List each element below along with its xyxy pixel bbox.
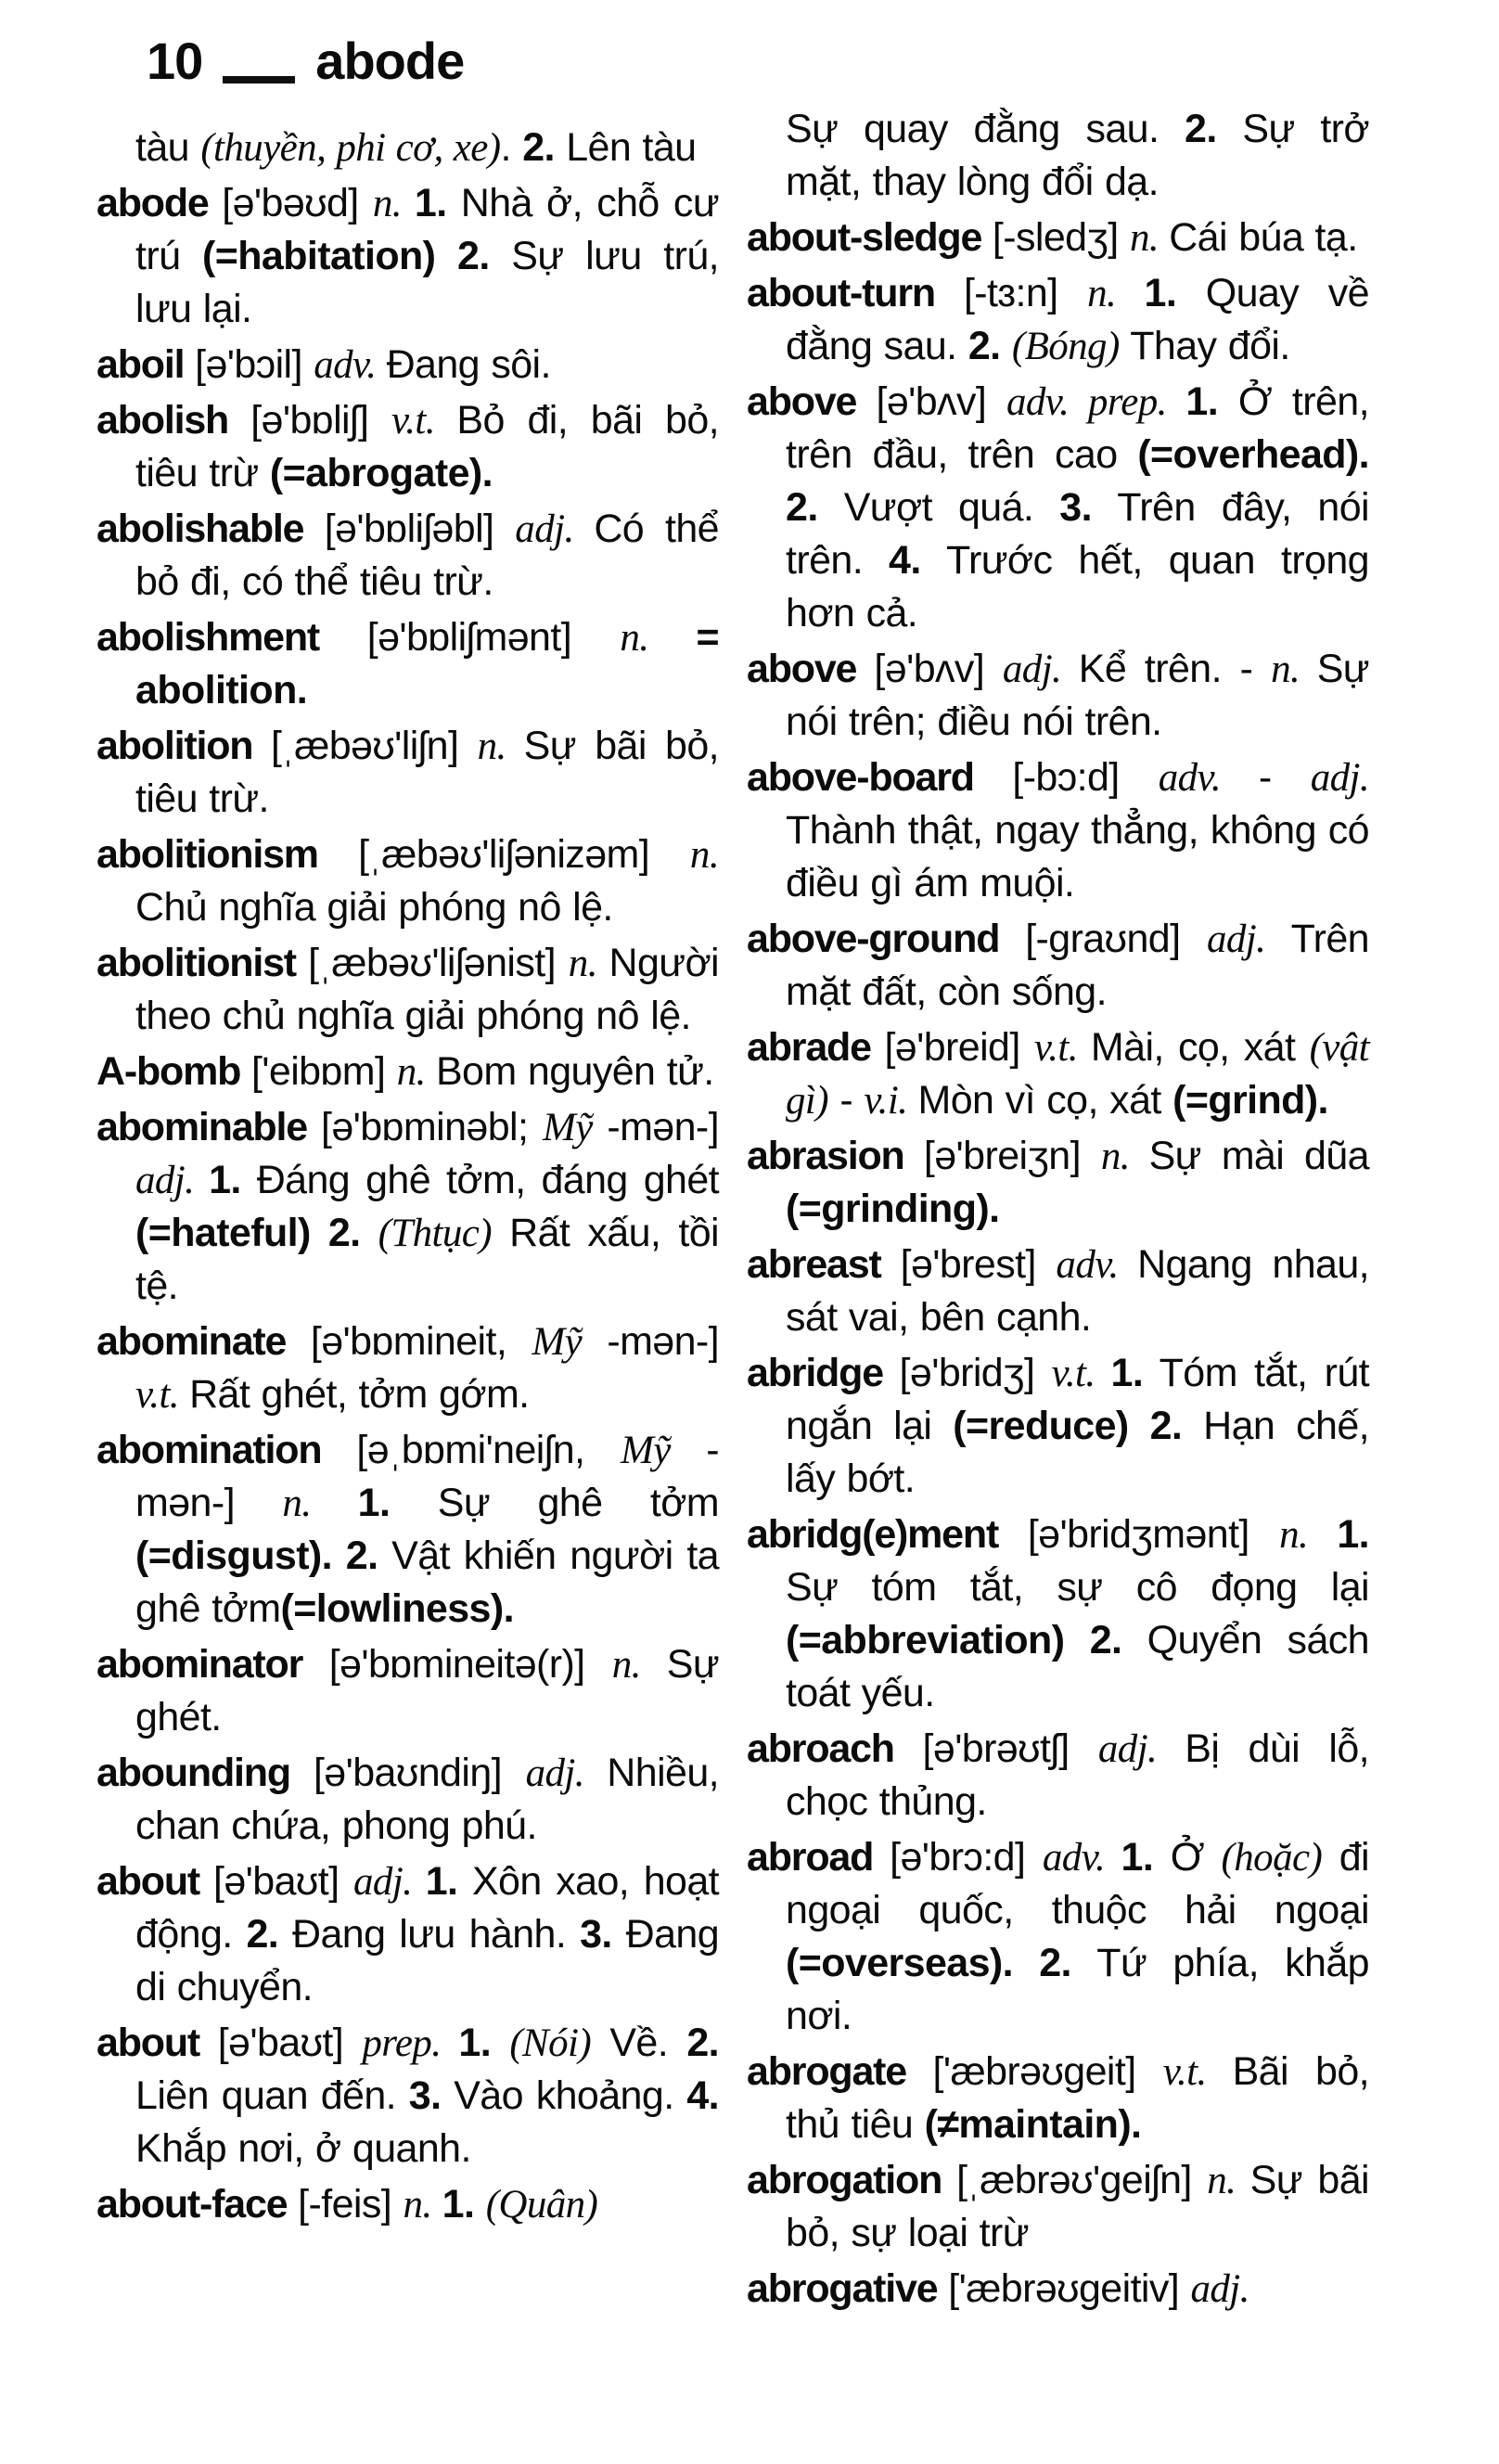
entry-text: [ə'brəʊtʃ]	[922, 1726, 1098, 1771]
entry-text	[474, 2182, 485, 2227]
entry-text: Tóm tắt, rút ngắn lại	[786, 1351, 1370, 1448]
headword: abrogate	[747, 2049, 933, 2094]
entry-text: Sự bãi bỏ, sự loại trừ	[786, 2158, 1369, 2255]
italic-label: adj.	[1002, 648, 1079, 691]
entry-text: Nhiều, chan chứa, phong phú.	[135, 1751, 719, 1848]
entry-text: Thay đổi.	[1119, 324, 1290, 368]
entry-text: Ở	[1153, 1835, 1222, 1880]
italic-label: v.t.	[1162, 2050, 1233, 2094]
guide-word: abode	[315, 32, 465, 90]
dictionary-entry	[747, 2154, 1369, 2260]
italic-label: n.	[1130, 216, 1170, 260]
entry-text: -mən-]	[135, 1428, 719, 1525]
bold-text: 1.	[1144, 271, 1177, 315]
dictionary-entry	[747, 267, 1369, 373]
headword: abrogation	[747, 2158, 957, 2202]
headword: abroad	[747, 1835, 890, 1880]
entry-text: [-feis]	[298, 2182, 404, 2227]
headword: abode	[96, 181, 223, 225]
entry-text: Thành thật, ngay thẳng, không có điều gì ám muội.	[786, 808, 1369, 905]
entry-text: ['eibɒm]	[250, 1049, 397, 1094]
italic-label: v.t.	[391, 399, 457, 443]
bold-text: (=abbreviation)	[786, 1618, 1065, 1662]
dictionary-entry	[747, 643, 1369, 749]
bold-text: 2.	[345, 1534, 378, 1578]
italic-label: n.	[689, 833, 719, 877]
entry-text: [ˌæbəʊ'liʃn]	[271, 724, 478, 768]
entry-text: -mən-]	[582, 1319, 719, 1364]
entry-text: [ə'baʊt]	[217, 2021, 363, 2065]
bold-text: 1.	[1337, 1512, 1369, 1557]
entry-text: Lên tàu	[554, 125, 697, 170]
entry-text: [ə'bɔil]	[195, 342, 314, 387]
bold-text: (=habitation)	[202, 234, 436, 278]
headword: above-board	[747, 755, 1013, 800]
headword: about	[96, 2021, 218, 2065]
bold-text: 1.	[442, 2182, 475, 2227]
dictionary-entry	[96, 177, 719, 336]
dictionary-entry	[96, 1855, 719, 2014]
entry-text: Sự ghét.	[135, 1642, 720, 1739]
italic-label: adv.	[1042, 1836, 1121, 1880]
dictionary-entry	[96, 1747, 719, 1853]
dictionary-entry	[747, 1508, 1369, 1720]
text-columns	[96, 100, 1369, 2318]
entry-continuation	[747, 103, 1369, 209]
entry-text: -	[1258, 755, 1311, 800]
italic-label: adj.	[1310, 756, 1369, 800]
italic-label: adj.	[1206, 918, 1291, 961]
bold-text: 3.	[408, 2073, 442, 2118]
bold-text: 2.	[457, 234, 490, 278]
bold-text: (=reduce)	[953, 1404, 1129, 1448]
dictionary-entry	[747, 2263, 1369, 2316]
dictionary-entry	[96, 394, 719, 500]
entry-text: Quyển sách toát yếu.	[786, 1618, 1369, 1715]
entry-text: -mən-]	[592, 1105, 719, 1149]
italic-label: n.	[620, 616, 697, 660]
headword: abolitionist	[96, 941, 309, 985]
entry-text: Liên quan đến.	[135, 2073, 409, 2118]
entry-text: Bị dùi lỗ, chọc thủng.	[786, 1726, 1369, 1824]
dictionary-entry	[96, 828, 719, 934]
headword: abrade	[747, 1025, 885, 1070]
headword: abridg(e)ment	[747, 1512, 1028, 1557]
italic-label: (hoặc)	[1221, 1836, 1323, 1880]
column-left	[96, 100, 719, 2318]
entry-text: .	[500, 125, 523, 170]
bold-text: (=grind).	[1172, 1078, 1328, 1123]
entry-text: Đang di chuyển.	[135, 1912, 720, 2009]
entry-text	[1001, 324, 1012, 368]
entry-text: Tứ phía, khắp nơi.	[786, 1941, 1369, 2038]
headword: abolishment	[96, 615, 367, 660]
entry-text	[1013, 1941, 1039, 1985]
headword: above-ground	[747, 917, 1026, 961]
italic-label: n.	[611, 1643, 667, 1687]
entry-text: Bãi bỏ, thủ tiêu	[786, 2049, 1370, 2147]
entry-text: [-sledʒ]	[992, 215, 1130, 260]
italic-label: v.t.	[1033, 1026, 1091, 1070]
italic-label: adv.	[1158, 756, 1259, 800]
entry-text: [ə'bɒminəbl;	[321, 1105, 543, 1149]
italic-label: (Thtục)	[378, 1212, 493, 1255]
entry-text: [ə'bɒliʃmənt]	[366, 615, 621, 660]
dictionary-entry	[747, 376, 1369, 640]
italic-label: adj.	[1097, 1727, 1185, 1771]
bold-text: 1.	[1121, 1835, 1154, 1880]
headword: abolish	[96, 398, 251, 443]
entry-text: [-graʊnd]	[1025, 917, 1207, 961]
bold-text: 1.	[357, 1481, 391, 1525]
entry-text: Khắp nơi, ở quanh.	[135, 2126, 471, 2171]
dictionary-entry	[747, 1723, 1369, 1829]
entry-text: [ə'bɒmineitə(r)]	[328, 1642, 612, 1687]
bold-text: (=hateful)	[135, 1211, 311, 1255]
dictionary-entry	[96, 720, 719, 826]
bold-text: 1.	[1110, 1351, 1144, 1395]
italic-label: v.i.	[864, 1079, 918, 1123]
headword: abolition	[96, 724, 271, 768]
italic-label: prep.	[362, 2021, 459, 2065]
entry-text: Bỏ đi, bãi bỏ, tiêu trừ	[135, 398, 719, 495]
entry-text: Sự bãi bỏ, tiêu trừ.	[135, 724, 719, 821]
entry-text: [ˌæbrəʊ'geiʃn]	[956, 2158, 1208, 2202]
headword: about	[96, 1859, 214, 1904]
column-right	[747, 100, 1369, 2318]
entry-text	[435, 234, 457, 278]
entry-text	[491, 2021, 509, 2065]
entry-text: [ə'bɒliʃ]	[250, 398, 391, 443]
entry-text: Ngang nhau, sát vai, bên cạnh.	[786, 1242, 1369, 1340]
entry-text: Có thể bỏ đi, có thể tiêu trừ.	[135, 507, 719, 604]
bold-text: 2.	[1039, 1941, 1071, 1985]
entry-text: Trên mặt đất, còn sống.	[786, 917, 1369, 1014]
entry-text: Đang sôi.	[386, 342, 551, 387]
bold-text: 4.	[686, 2073, 719, 2118]
italic-label: adv.	[1056, 1243, 1138, 1287]
entry-text: [ə'bʌv]	[874, 647, 1003, 691]
headword: A-bomb	[96, 1049, 251, 1094]
bold-text: (=overhead).	[1137, 432, 1369, 477]
entry-text: đi ngoại quốc, thuộc hải ngoại	[786, 1835, 1369, 1932]
entry-text	[1129, 1404, 1150, 1448]
entry-continuation	[96, 122, 719, 174]
entry-text	[332, 1534, 346, 1578]
italic-label: n.	[282, 1482, 358, 1525]
italic-label: v.t.	[1051, 1352, 1111, 1395]
dictionary-entry	[747, 212, 1369, 264]
entry-text: [ə'bɒmineit,	[310, 1319, 532, 1364]
dictionary-entry	[96, 1315, 719, 1421]
dictionary-entry	[747, 2046, 1369, 2151]
entry-text: [-tɜ:n]	[963, 271, 1088, 315]
entry-text: [ˌæbəʊ'liʃənist]	[308, 941, 569, 985]
entry-text: tàu	[135, 125, 201, 170]
headword: abrasion	[747, 1134, 924, 1178]
entry-text: Sự mài dũa	[1148, 1134, 1369, 1178]
entry-text: [ə'brɔ:d]	[890, 1835, 1043, 1880]
italic-label: n.	[568, 942, 609, 985]
bold-text: (=disgust).	[135, 1534, 332, 1578]
entry-text: Nhà ở, chỗ cư trú	[135, 181, 720, 278]
bold-text: (=abrogate).	[269, 451, 493, 495]
entry-text: Trước hết, quan trọng hơn cả.	[786, 538, 1369, 635]
entry-text: [ə'bəʊd]	[222, 181, 373, 225]
entry-text: Xôn xao, hoạt động.	[135, 1859, 720, 1957]
entry-text: [ə'bridʒmənt]	[1027, 1512, 1280, 1557]
headword: about-sledge	[747, 215, 993, 260]
entry-text: Về.	[591, 2021, 687, 2065]
bold-text: 2.	[327, 1211, 361, 1255]
headword: above	[747, 379, 877, 424]
dictionary-entry	[96, 1638, 719, 1744]
dictionary-entry	[96, 611, 719, 717]
entry-text: Vượt quá.	[817, 485, 1060, 530]
dictionary-entry	[96, 339, 719, 391]
entry-text: Kể trên. -	[1078, 647, 1272, 691]
headword: abridge	[747, 1351, 900, 1395]
bold-text: 3.	[1059, 485, 1092, 530]
italic-label: n.	[1087, 272, 1145, 315]
headword: about-face	[96, 2182, 299, 2227]
italic-label: (vật gì)	[786, 1026, 1370, 1123]
headword: above	[747, 647, 875, 691]
entry-text: Sự trở mặt, thay lòng đổi dạ.	[786, 107, 1369, 204]
entry-text: Bom nguyên tử.	[435, 1049, 714, 1094]
bold-text: (=grinding).	[786, 1187, 1000, 1231]
dictionary-entry	[747, 1021, 1369, 1127]
italic-label: n.	[396, 1050, 436, 1094]
headword: abrogative	[747, 2266, 949, 2311]
dictionary-entry	[96, 937, 719, 1043]
bold-text: (≠maintain).	[924, 2102, 1142, 2147]
italic-label: adv. prep.	[1006, 380, 1186, 424]
dictionary-entry	[747, 1347, 1369, 1506]
italic-label: n.	[1271, 648, 1317, 691]
italic-label: v.t.	[135, 1373, 190, 1417]
entry-text: Sự nói trên; điều nói trên.	[786, 647, 1369, 744]
bold-text: 1.	[425, 1859, 458, 1904]
headword: abreast	[747, 1242, 901, 1287]
italic-label: adj.	[515, 507, 595, 551]
entry-text: Người theo chủ nghĩa giải phóng nô lệ.	[135, 941, 719, 1038]
bold-text: = abolition.	[135, 615, 719, 712]
header-underscore	[223, 76, 295, 83]
page-header	[147, 32, 465, 90]
entry-text: [-bɔ:d]	[1012, 755, 1159, 800]
bold-text: 1.	[458, 2021, 492, 2065]
headword: abounding	[96, 1751, 314, 1795]
entry-text: Cái búa tạ.	[1169, 215, 1358, 260]
dictionary-entry	[747, 751, 1369, 910]
entry-text: Đáng ghê tởm, đáng ghét	[240, 1158, 719, 1202]
entry-text: Vào khoảng.	[441, 2073, 687, 2118]
entry-text: Chủ nghĩa giải phóng nô lệ.	[135, 885, 613, 930]
entry-text: ['æbrəʊgeitiv]	[948, 2266, 1191, 2311]
entry-text: ['æbrəʊgeit]	[932, 2049, 1163, 2094]
dictionary-entry	[96, 1046, 719, 1098]
dictionary-entry	[96, 1101, 719, 1313]
entry-text: Sự tóm tắt, sự cô đọng lại	[786, 1565, 1369, 1610]
dictionary-entry	[747, 1130, 1369, 1236]
bold-text: 2.	[1185, 107, 1217, 151]
headword: abomination	[96, 1428, 357, 1472]
dictionary-entry	[96, 1424, 719, 1636]
entry-text: [ə'baʊndiŋ]	[313, 1751, 526, 1795]
entry-text: Quay về đằng sau.	[786, 271, 1369, 368]
headword: abominate	[96, 1319, 311, 1364]
bold-text: 1.	[1185, 379, 1219, 424]
bold-text: 3.	[580, 1912, 612, 1957]
bold-text: 2.	[786, 485, 818, 530]
dictionary-entry	[96, 2017, 719, 2175]
italic-label: (Bóng)	[1011, 325, 1120, 368]
italic-label: n.	[1100, 1135, 1149, 1178]
italic-label: adj.	[353, 1860, 426, 1904]
dictionary-entry	[96, 503, 719, 609]
italic-label: adj.	[1190, 2267, 1249, 2311]
bold-text: 2.	[522, 125, 555, 170]
bold-text: 2.	[1089, 1618, 1122, 1662]
italic-label: n.	[1279, 1513, 1338, 1557]
entry-text: Sự lưu trú, lưu lại.	[135, 234, 719, 331]
entry-text: Trên đây, nói trên.	[786, 485, 1369, 583]
dictionary-entry	[747, 913, 1369, 1019]
entry-text: [ə'bɒliʃəbl]	[324, 507, 516, 551]
italic-label: (Quân)	[485, 2183, 598, 2227]
dictionary-entry	[747, 1831, 1369, 2043]
headword: abroach	[747, 1726, 923, 1771]
italic-label: adj.	[135, 1159, 210, 1202]
bold-text: 2.	[246, 1912, 279, 1957]
bold-text: (=lowliness).	[280, 1586, 514, 1631]
headword: aboil	[96, 342, 196, 387]
italic-label: n.	[403, 2183, 442, 2227]
bold-text: 2.	[967, 324, 1001, 368]
entry-text: [ə'breiʒn]	[923, 1134, 1101, 1178]
bold-text: (=overseas).	[786, 1941, 1013, 1985]
entry-text: Sự quay đằng sau.	[786, 107, 1185, 151]
italic-label: n.	[1207, 2159, 1250, 2202]
entry-text: -	[827, 1078, 865, 1123]
headword: abolishable	[96, 507, 325, 551]
italic-label: Mỹ	[542, 1106, 593, 1149]
entry-text: [ə'brest]	[900, 1242, 1057, 1287]
italic-label: (thuyền, phi cơ, xe)	[200, 126, 501, 170]
entry-text: Rất ghét, tởm gớm.	[189, 1372, 530, 1417]
bold-text: 4.	[889, 538, 921, 583]
entry-text: Mài, cọ, xát	[1090, 1025, 1310, 1070]
dictionary-entry	[747, 1238, 1369, 1344]
entry-text: Rất xấu, tồi tệ.	[135, 1211, 719, 1308]
italic-label: n.	[477, 725, 524, 768]
headword: abominable	[96, 1105, 321, 1149]
italic-label: n.	[372, 182, 415, 225]
bold-text: 2.	[1149, 1404, 1183, 1448]
entry-text: [ə'bʌv]	[876, 379, 1006, 424]
entry-text: Vật khiến người ta ghê tởm	[135, 1534, 719, 1631]
bold-text: 1.	[414, 181, 447, 225]
italic-label: (Nói)	[509, 2021, 592, 2065]
italic-label: adv.	[314, 343, 387, 387]
entry-text: [ˌæbəʊ'liʃənizəm]	[358, 832, 690, 877]
bold-text: 2.	[686, 2021, 720, 2065]
entry-text: Đang lưu hành.	[278, 1912, 581, 1957]
italic-label: adj.	[525, 1752, 608, 1795]
entry-text: Mòn vì cọ, xát	[917, 1078, 1173, 1123]
entry-text: Ở trên, trên đầu, trên cao	[786, 379, 1369, 477]
italic-label: Mỹ	[620, 1429, 671, 1472]
entry-text	[1064, 1618, 1089, 1662]
entry-text	[311, 1211, 328, 1255]
headword: about-turn	[747, 271, 964, 315]
entry-text	[361, 1211, 378, 1255]
headword: abolitionism	[96, 832, 359, 877]
bold-text: 1.	[209, 1158, 241, 1202]
italic-label: Mỹ	[532, 1320, 583, 1364]
entry-text: [ə'breid]	[884, 1025, 1034, 1070]
entry-text: [ə'baʊt]	[213, 1859, 354, 1904]
entry-text: [əˌbɒmi'neiʃn,	[356, 1428, 621, 1472]
entry-text: Sự ghê tởm	[390, 1481, 720, 1525]
entry-text: Hạn chế, lấy bớt.	[786, 1404, 1369, 1501]
entry-text: [ə'bridʒ]	[899, 1351, 1052, 1395]
dictionary-entry	[96, 2178, 719, 2231]
page-number: 10	[147, 32, 203, 90]
headword: abominator	[96, 1642, 329, 1687]
